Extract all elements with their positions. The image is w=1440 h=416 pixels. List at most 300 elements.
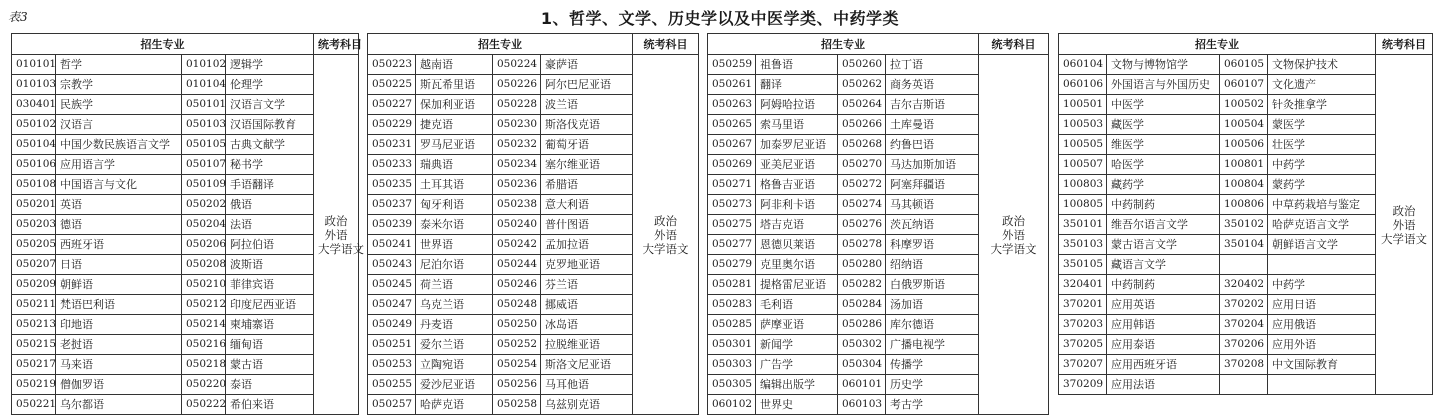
exam-subject-line: 大学语文: [990, 241, 1037, 256]
table-header-row: [1059, 34, 1433, 55]
major-name-cell: 蒙药学: [1268, 175, 1376, 195]
major-code-cell: 050235: [368, 175, 416, 195]
major-name-cell: 尼泊尔语: [416, 255, 493, 275]
major-name-cell: 历史学: [886, 375, 979, 395]
table-row: [12, 355, 359, 375]
major-code-cell: 350105: [1059, 255, 1107, 275]
major-name-cell: 阿非利卡语: [756, 195, 838, 215]
major-code-cell: 050259: [708, 55, 756, 75]
major-name-cell: 汤加语: [886, 295, 979, 315]
major-name-cell: 菲律宾语: [226, 275, 314, 295]
major-name-cell: 西班牙语: [56, 235, 182, 255]
header-major: 招生专业: [1059, 34, 1376, 55]
major-name-cell: 土耳其语: [416, 175, 493, 195]
major-code-cell: 050201: [12, 195, 56, 215]
major-name-cell: 克罗地亚语: [541, 255, 633, 275]
table-row: [12, 295, 359, 315]
major-name-cell: 宗教学: [56, 75, 182, 95]
major-code-cell: 370201: [1059, 295, 1107, 315]
major-name-cell: 茨瓦纳语: [886, 215, 979, 235]
major-name-cell: 老挝语: [56, 335, 182, 355]
major-name-cell: 孟加拉语: [541, 235, 633, 255]
table-row: [12, 275, 359, 295]
major-name-cell: 丹麦语: [416, 315, 493, 335]
major-name-cell: 应用俄语: [1268, 315, 1376, 335]
major-code-cell: 050244: [493, 255, 541, 275]
major-name-cell: 梵语巴利语: [56, 295, 182, 315]
major-name-cell: 朝鲜语: [56, 275, 182, 295]
major-name-cell: 科摩罗语: [886, 235, 979, 255]
major-name-cell: 斯洛伐克语: [541, 115, 633, 135]
table-row: [12, 95, 359, 115]
major-code-cell: 060102: [708, 395, 756, 415]
major-name-cell: 哈萨克语: [416, 395, 493, 415]
major-name-cell: 应用西班牙语: [1107, 355, 1220, 375]
major-name-cell: 拉脱维亚语: [541, 335, 633, 355]
major-name-cell: 挪威语: [541, 295, 633, 315]
major-name-cell: 阿拉伯语: [226, 235, 314, 255]
major-code-cell: 010103: [12, 75, 56, 95]
major-name-cell: 恩德贝莱语: [756, 235, 838, 255]
major-code-cell: 370208: [1220, 355, 1268, 375]
table-header-row: [708, 34, 1049, 55]
major-code-cell: [1220, 375, 1268, 395]
major-code-cell: 050102: [12, 115, 56, 135]
major-code-cell: 100803: [1059, 175, 1107, 195]
table-row: [12, 135, 359, 155]
major-code-cell: 050203: [12, 215, 56, 235]
major-code-cell: 370204: [1220, 315, 1268, 335]
major-name-cell: 应用日语: [1268, 295, 1376, 315]
major-code-cell: 050274: [838, 195, 886, 215]
major-code-cell: 050279: [708, 255, 756, 275]
major-code-cell: 350104: [1220, 235, 1268, 255]
major-name-cell: 约鲁巴语: [886, 135, 979, 155]
major-name-cell: 广告学: [756, 355, 838, 375]
major-code-cell: [1220, 255, 1268, 275]
major-name-cell: 印度尼西亚语: [226, 295, 314, 315]
majors-table-3: [707, 33, 1049, 415]
exam-subjects-cell: [1376, 55, 1433, 395]
major-code-cell: 050286: [838, 315, 886, 335]
major-code-cell: 050241: [368, 235, 416, 255]
major-name-cell: 文化遗产: [1268, 75, 1376, 95]
major-code-cell: 050264: [838, 95, 886, 115]
major-name-cell: 中国语言与文化: [56, 175, 182, 195]
major-name-cell: 克里奥尔语: [756, 255, 838, 275]
major-name-cell: 绍纳语: [886, 255, 979, 275]
major-code-cell: 050265: [708, 115, 756, 135]
header-exam-subjects: 统考科目: [633, 34, 699, 55]
major-name-cell: 逻辑学: [226, 55, 314, 75]
major-code-cell: 050278: [838, 235, 886, 255]
table-row: [1059, 55, 1433, 75]
major-code-cell: 010102: [182, 55, 226, 75]
header-exam-subjects: 统考科目: [979, 34, 1049, 55]
major-code-cell: 050301: [708, 335, 756, 355]
major-code-cell: 050103: [182, 115, 226, 135]
major-name-cell: 新闻学: [756, 335, 838, 355]
major-name-cell: 编辑出版学: [756, 375, 838, 395]
major-name-cell: 应用韩语: [1107, 315, 1220, 335]
table-number-label: 表3: [8, 10, 28, 24]
exam-subjects-cell: [979, 55, 1049, 415]
major-code-cell: 050281: [708, 275, 756, 295]
major-code-cell: 050224: [493, 55, 541, 75]
major-code-cell: 050305: [708, 375, 756, 395]
table-row: [12, 335, 359, 355]
major-code-cell: 050213: [12, 315, 56, 335]
major-code-cell: 050222: [182, 395, 226, 415]
table-row: [12, 55, 359, 75]
major-code-cell: 050245: [368, 275, 416, 295]
major-name-cell: 冰岛语: [541, 315, 633, 335]
major-name-cell: 爱尔兰语: [416, 335, 493, 355]
major-code-cell: 050206: [182, 235, 226, 255]
major-name-cell: 毛利语: [756, 295, 838, 315]
major-code-cell: 010101: [12, 55, 56, 75]
major-name-cell: 豪萨语: [541, 55, 633, 75]
major-name-cell: 应用法语: [1107, 375, 1220, 395]
major-name-cell: 商务英语: [886, 75, 979, 95]
major-code-cell: 050225: [368, 75, 416, 95]
major-code-cell: 050221: [12, 395, 56, 415]
major-code-cell: 100507: [1059, 155, 1107, 175]
major-name-cell: 保加利亚语: [416, 95, 493, 115]
major-code-cell: 050210: [182, 275, 226, 295]
major-name-cell: 匈牙利语: [416, 195, 493, 215]
major-name-cell: 波兰语: [541, 95, 633, 115]
major-code-cell: 060104: [1059, 55, 1107, 75]
major-name-cell: 祖鲁语: [756, 55, 838, 75]
major-code-cell: 370203: [1059, 315, 1107, 335]
major-name-cell: 格鲁吉亚语: [756, 175, 838, 195]
major-code-cell: 050256: [493, 375, 541, 395]
major-name-cell: [1268, 375, 1376, 395]
major-name-cell: 阿姆哈拉语: [756, 95, 838, 115]
table-row: [12, 215, 359, 235]
major-code-cell: 050276: [838, 215, 886, 235]
header-major: 招生专业: [12, 34, 314, 55]
major-code-cell: 050253: [368, 355, 416, 375]
major-name-cell: 中药学: [1268, 275, 1376, 295]
major-code-cell: 050282: [838, 275, 886, 295]
major-name-cell: 乌克兰语: [416, 295, 493, 315]
major-code-cell: 050254: [493, 355, 541, 375]
major-code-cell: 050280: [838, 255, 886, 275]
major-code-cell: 030401: [12, 95, 56, 115]
major-code-cell: 350103: [1059, 235, 1107, 255]
major-code-cell: 050105: [182, 135, 226, 155]
table-row: [12, 395, 359, 415]
major-name-cell: 考古学: [886, 395, 979, 415]
major-name-cell: 蒙古语: [226, 355, 314, 375]
major-code-cell: 050230: [493, 115, 541, 135]
major-name-cell: 马其顿语: [886, 195, 979, 215]
major-name-cell: 中药制药: [1107, 195, 1220, 215]
major-code-cell: 050237: [368, 195, 416, 215]
major-name-cell: 波斯语: [226, 255, 314, 275]
major-code-cell: 050284: [838, 295, 886, 315]
major-name-cell: 世界语: [416, 235, 493, 255]
major-name-cell: 翻译: [756, 75, 838, 95]
major-code-cell: 050236: [493, 175, 541, 195]
header-exam-subjects: 统考科目: [1376, 34, 1433, 55]
major-name-cell: 希腊语: [541, 175, 633, 195]
major-code-cell: 050228: [493, 95, 541, 115]
exam-subject-line: 大学语文: [318, 241, 364, 256]
table-row: [708, 55, 1049, 75]
exam-subjects-cell: [314, 55, 364, 415]
majors-table-1: [11, 33, 364, 415]
major-code-cell: 050217: [12, 355, 56, 375]
major-name-cell: 古典文献学: [226, 135, 314, 155]
major-name-cell: 英语: [56, 195, 182, 215]
major-code-cell: 060101: [838, 375, 886, 395]
exam-subject-line: 外语: [654, 227, 677, 242]
major-name-cell: 泰米尔语: [416, 215, 493, 235]
major-code-cell: 050251: [368, 335, 416, 355]
major-code-cell: 050202: [182, 195, 226, 215]
major-name-cell: 哲学: [56, 55, 182, 75]
major-code-cell: 050226: [493, 75, 541, 95]
major-name-cell: 荷兰语: [416, 275, 493, 295]
major-code-cell: 050227: [368, 95, 416, 115]
major-code-cell: 050238: [493, 195, 541, 215]
major-code-cell: 050220: [182, 375, 226, 395]
major-name-cell: 阿尔巴尼亚语: [541, 75, 633, 95]
major-code-cell: 050232: [493, 135, 541, 155]
major-name-cell: 印地语: [56, 315, 182, 335]
table-row: [12, 115, 359, 135]
major-code-cell: 050304: [838, 355, 886, 375]
major-code-cell: 050234: [493, 155, 541, 175]
major-code-cell: 320401: [1059, 275, 1107, 295]
major-name-cell: 僧伽罗语: [56, 375, 182, 395]
major-name-cell: 汉语言: [56, 115, 182, 135]
major-code-cell: 050219: [12, 375, 56, 395]
major-name-cell: 哈医学: [1107, 155, 1220, 175]
major-code-cell: 100501: [1059, 95, 1107, 115]
table-header-row: [12, 34, 359, 55]
major-name-cell: 罗马尼亚语: [416, 135, 493, 155]
major-name-cell: 传播学: [886, 355, 979, 375]
major-name-cell: 索马里语: [756, 115, 838, 135]
major-code-cell: 060103: [838, 395, 886, 415]
major-code-cell: 050247: [368, 295, 416, 315]
table-row: [12, 175, 359, 195]
major-name-cell: 法语: [226, 215, 314, 235]
major-code-cell: 050267: [708, 135, 756, 155]
major-name-cell: 土库曼语: [886, 115, 979, 135]
exam-subjects-cell: [633, 55, 699, 415]
major-code-cell: 100503: [1059, 115, 1107, 135]
major-code-cell: 060105: [1220, 55, 1268, 75]
major-code-cell: 050261: [708, 75, 756, 95]
major-code-cell: 050231: [368, 135, 416, 155]
major-name-cell: 塔吉克语: [756, 215, 838, 235]
major-name-cell: 中文国际教育: [1268, 355, 1376, 375]
header-major: 招生专业: [368, 34, 633, 55]
exam-subject-line: 大学语文: [642, 241, 689, 256]
table-row: [12, 75, 359, 95]
major-name-cell: 应用语言学: [56, 155, 182, 175]
major-name-cell: 加泰罗尼亚语: [756, 135, 838, 155]
major-code-cell: 050246: [493, 275, 541, 295]
major-name-cell: 普什图语: [541, 215, 633, 235]
major-name-cell: 马达加斯加语: [886, 155, 979, 175]
major-code-cell: 050270: [838, 155, 886, 175]
major-code-cell: 350102: [1220, 215, 1268, 235]
major-name-cell: 提格雷尼亚语: [756, 275, 838, 295]
major-code-cell: 050205: [12, 235, 56, 255]
exam-subject-line: 外语: [1392, 217, 1416, 232]
table-header-row: [368, 34, 699, 55]
major-code-cell: 050243: [368, 255, 416, 275]
table-row: [12, 315, 359, 335]
major-code-cell: 050271: [708, 175, 756, 195]
major-name-cell: 德语: [56, 215, 182, 235]
major-code-cell: 050106: [12, 155, 56, 175]
major-code-cell: 050109: [182, 175, 226, 195]
major-name-cell: 斯瓦希里语: [416, 75, 493, 95]
major-name-cell: 希伯来语: [226, 395, 314, 415]
major-code-cell: 050209: [12, 275, 56, 295]
major-name-cell: 库尔德语: [886, 315, 979, 335]
major-code-cell: 050263: [708, 95, 756, 115]
major-code-cell: 370209: [1059, 375, 1107, 395]
major-name-cell: 马来语: [56, 355, 182, 375]
major-name-cell: 乌尔都语: [56, 395, 182, 415]
major-code-cell: 100801: [1220, 155, 1268, 175]
exam-subject-line: 政治: [324, 213, 348, 228]
major-code-cell: 050216: [182, 335, 226, 355]
major-code-cell: 050218: [182, 355, 226, 375]
major-name-cell: 汉语国际教育: [226, 115, 314, 135]
exam-subject-line: 政治: [654, 213, 677, 228]
major-name-cell: 日语: [56, 255, 182, 275]
table-row: [368, 55, 699, 75]
major-code-cell: 370207: [1059, 355, 1107, 375]
major-code-cell: 050266: [838, 115, 886, 135]
major-name-cell: 壮医学: [1268, 135, 1376, 155]
major-code-cell: 050249: [368, 315, 416, 335]
major-name-cell: 文物保护技术: [1268, 55, 1376, 75]
major-name-cell: 意大利语: [541, 195, 633, 215]
major-code-cell: 320402: [1220, 275, 1268, 295]
major-name-cell: 伦理学: [226, 75, 314, 95]
exam-subject-line: 大学语文: [1381, 231, 1427, 246]
table-row: [12, 155, 359, 175]
header-exam-subjects: 统考科目: [314, 34, 359, 55]
major-code-cell: 100504: [1220, 115, 1268, 135]
exam-subject-line: 政治: [1002, 213, 1025, 228]
major-name-cell: 汉语言文学: [226, 95, 314, 115]
major-code-cell: 050229: [368, 115, 416, 135]
major-name-cell: 中药学: [1268, 155, 1376, 175]
major-code-cell: 050211: [12, 295, 56, 315]
page-title: 1、哲学、文学、历史学以及中医学类、中药学类: [540, 9, 900, 28]
major-code-cell: 050258: [493, 395, 541, 415]
major-code-cell: 050303: [708, 355, 756, 375]
major-name-cell: 世界史: [756, 395, 838, 415]
major-name-cell: 斯洛文尼亚语: [541, 355, 633, 375]
major-name-cell: 文物与博物馆学: [1107, 55, 1220, 75]
major-name-cell: 应用外语: [1268, 335, 1376, 355]
major-name-cell: 广播电视学: [886, 335, 979, 355]
exam-subject-line: 外语: [324, 227, 348, 242]
major-code-cell: 050269: [708, 155, 756, 175]
major-name-cell: 俄语: [226, 195, 314, 215]
major-name-cell: 阿塞拜疆语: [886, 175, 979, 195]
major-name-cell: 民族学: [56, 95, 182, 115]
major-code-cell: 050302: [838, 335, 886, 355]
major-code-cell: 060106: [1059, 75, 1107, 95]
major-code-cell: 050233: [368, 155, 416, 175]
major-name-cell: 秘书学: [226, 155, 314, 175]
major-name-cell: 蒙古语言文学: [1107, 235, 1220, 255]
major-code-cell: 050250: [493, 315, 541, 335]
table-row: [12, 375, 359, 395]
major-code-cell: 050242: [493, 235, 541, 255]
major-code-cell: 100505: [1059, 135, 1107, 155]
major-name-cell: 越南语: [416, 55, 493, 75]
major-code-cell: 100804: [1220, 175, 1268, 195]
major-code-cell: 100805: [1059, 195, 1107, 215]
major-name-cell: 泰语: [226, 375, 314, 395]
major-name-cell: 捷克语: [416, 115, 493, 135]
major-name-cell: 维吾尔语言文学: [1107, 215, 1220, 235]
major-code-cell: 050260: [838, 55, 886, 75]
major-name-cell: 立陶宛语: [416, 355, 493, 375]
major-code-cell: 050268: [838, 135, 886, 155]
major-name-cell: 应用英语: [1107, 295, 1220, 315]
major-name-cell: 中国少数民族语言文学: [56, 135, 182, 155]
major-name-cell: 中药制药: [1107, 275, 1220, 295]
table-row: [12, 235, 359, 255]
major-name-cell: 蒙医学: [1268, 115, 1376, 135]
table-row: [12, 255, 359, 275]
major-code-cell: 050262: [838, 75, 886, 95]
header-major: 招生专业: [708, 34, 979, 55]
major-code-cell: 010104: [182, 75, 226, 95]
major-code-cell: 050275: [708, 215, 756, 235]
major-code-cell: 050285: [708, 315, 756, 335]
major-name-cell: 塞尔维亚语: [541, 155, 633, 175]
majors-table-4: [1058, 33, 1433, 395]
major-code-cell: 350101: [1059, 215, 1107, 235]
major-name-cell: 应用泰语: [1107, 335, 1220, 355]
major-code-cell: 050240: [493, 215, 541, 235]
major-name-cell: 手语翻译: [226, 175, 314, 195]
major-code-cell: 050108: [12, 175, 56, 195]
major-code-cell: 050212: [182, 295, 226, 315]
major-name-cell: 藏语言文学: [1107, 255, 1220, 275]
major-code-cell: 050223: [368, 55, 416, 75]
major-name-cell: 乌兹别克语: [541, 395, 633, 415]
major-name-cell: 芬兰语: [541, 275, 633, 295]
major-code-cell: 050257: [368, 395, 416, 415]
major-code-cell: 050208: [182, 255, 226, 275]
major-code-cell: 050207: [12, 255, 56, 275]
major-name-cell: 哈萨克语言文学: [1268, 215, 1376, 235]
major-name-cell: [1268, 255, 1376, 275]
major-code-cell: 060107: [1220, 75, 1268, 95]
major-code-cell: 100502: [1220, 95, 1268, 115]
major-code-cell: 100806: [1220, 195, 1268, 215]
major-name-cell: 吉尔吉斯语: [886, 95, 979, 115]
major-code-cell: 050272: [838, 175, 886, 195]
